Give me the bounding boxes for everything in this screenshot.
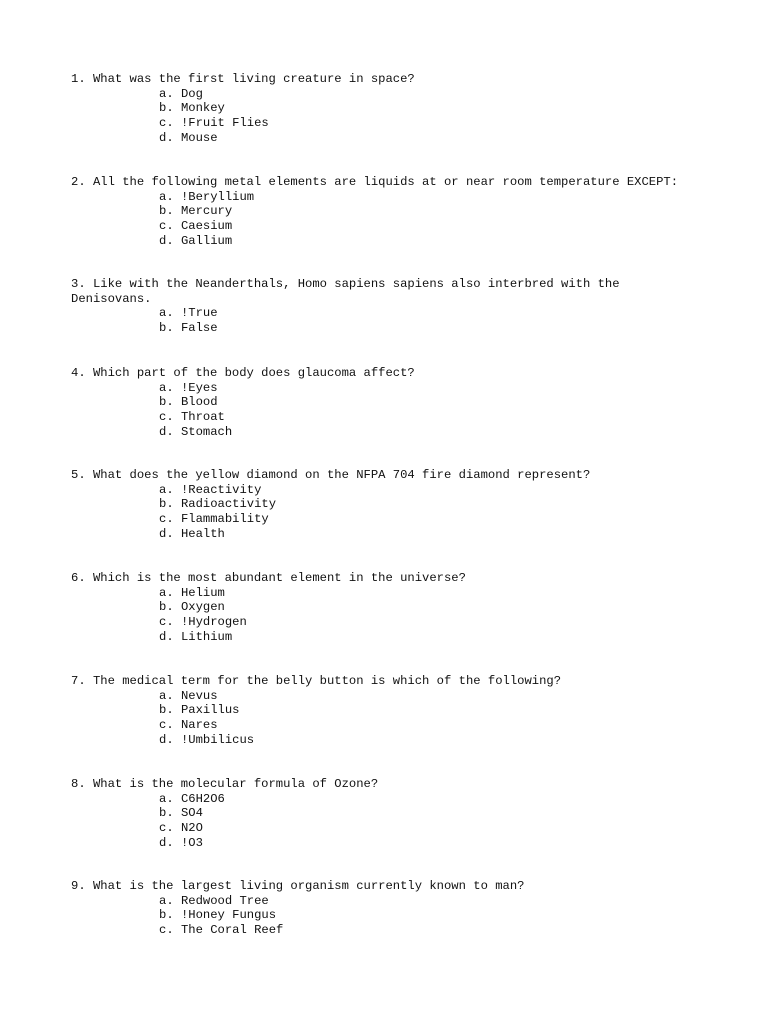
- answer-option: c. !Fruit Flies: [159, 116, 269, 131]
- answer-option: d. !Umbilicus: [159, 732, 255, 747]
- answer-option: a. !Beryllium: [159, 189, 255, 204]
- answer-option: c. N2O: [159, 821, 203, 836]
- question-text: 5. What does the yellow diamond on the NFPA 704 fire diamond represent?: [71, 468, 591, 482]
- answer-option: c. The Coral Reef: [159, 923, 284, 938]
- answer-option: a. !Eyes: [159, 380, 218, 395]
- answer-option: b. Monkey: [159, 101, 225, 116]
- question-1: [71, 72, 711, 146]
- question-text: 3. Like with the Neanderthals, Homo sapiens sapiens also interbred with the Denisovans.: [71, 277, 620, 306]
- question-2: [71, 175, 711, 249]
- answer-option: b. !Honey Fungus: [159, 908, 277, 923]
- answer-option: a. Redwood Tree: [159, 893, 269, 908]
- question-4: [71, 366, 711, 440]
- question-9: [71, 879, 711, 938]
- answer-option: d. Lithium: [159, 629, 233, 644]
- question-text: 8. What is the molecular formula of Ozone?: [71, 777, 379, 791]
- question-text: 4. Which part of the body does glaucoma affect?: [71, 366, 415, 380]
- answer-option: a. !Reactivity: [159, 482, 262, 497]
- answer-option: b. SO4: [159, 806, 203, 821]
- answer-option: c. Flammability: [159, 512, 269, 527]
- question-text: 6. Which is the most abundant element in the universe?: [71, 571, 466, 585]
- question-8: [71, 777, 711, 851]
- question-text: 9. What is the largest living organism currently known to man?: [71, 879, 525, 893]
- answer-option: d. !O3: [159, 835, 203, 850]
- answer-option: b. Oxygen: [159, 600, 225, 615]
- question-7: [71, 674, 711, 748]
- answer-option: c. Nares: [159, 718, 218, 733]
- answer-option: a. Dog: [159, 86, 203, 101]
- answer-option: d. Stomach: [159, 424, 233, 439]
- question-text: 1. What was the first living creature in space?: [71, 72, 415, 86]
- answer-option: d. Gallium: [159, 233, 233, 248]
- answer-option: b. False: [159, 321, 218, 336]
- answer-option: b. Radioactivity: [159, 497, 277, 512]
- answer-option: d. Mouse: [159, 130, 218, 145]
- question-5: [71, 468, 711, 542]
- question-text: 7. The medical term for the belly button is which of the following?: [71, 674, 562, 688]
- answer-option: a. !True: [159, 306, 218, 321]
- question-6: [71, 571, 711, 645]
- answer-option: c. !Hydrogen: [159, 615, 247, 630]
- answer-option: a. Helium: [159, 585, 225, 600]
- answer-option: a. Nevus: [159, 688, 218, 703]
- answer-option: c. Caesium: [159, 219, 233, 234]
- answer-option: c. Throat: [159, 410, 225, 425]
- answer-option: b. Paxillus: [159, 703, 240, 718]
- answer-option: a. C6H2O6: [159, 791, 225, 806]
- question-3: [71, 277, 711, 336]
- answer-option: b. Mercury: [159, 204, 233, 219]
- question-text: 2. All the following metal elements are liquids at or near room temperature EXCEPT:: [71, 175, 679, 189]
- answer-option: d. Health: [159, 526, 225, 541]
- answer-option: b. Blood: [159, 395, 218, 410]
